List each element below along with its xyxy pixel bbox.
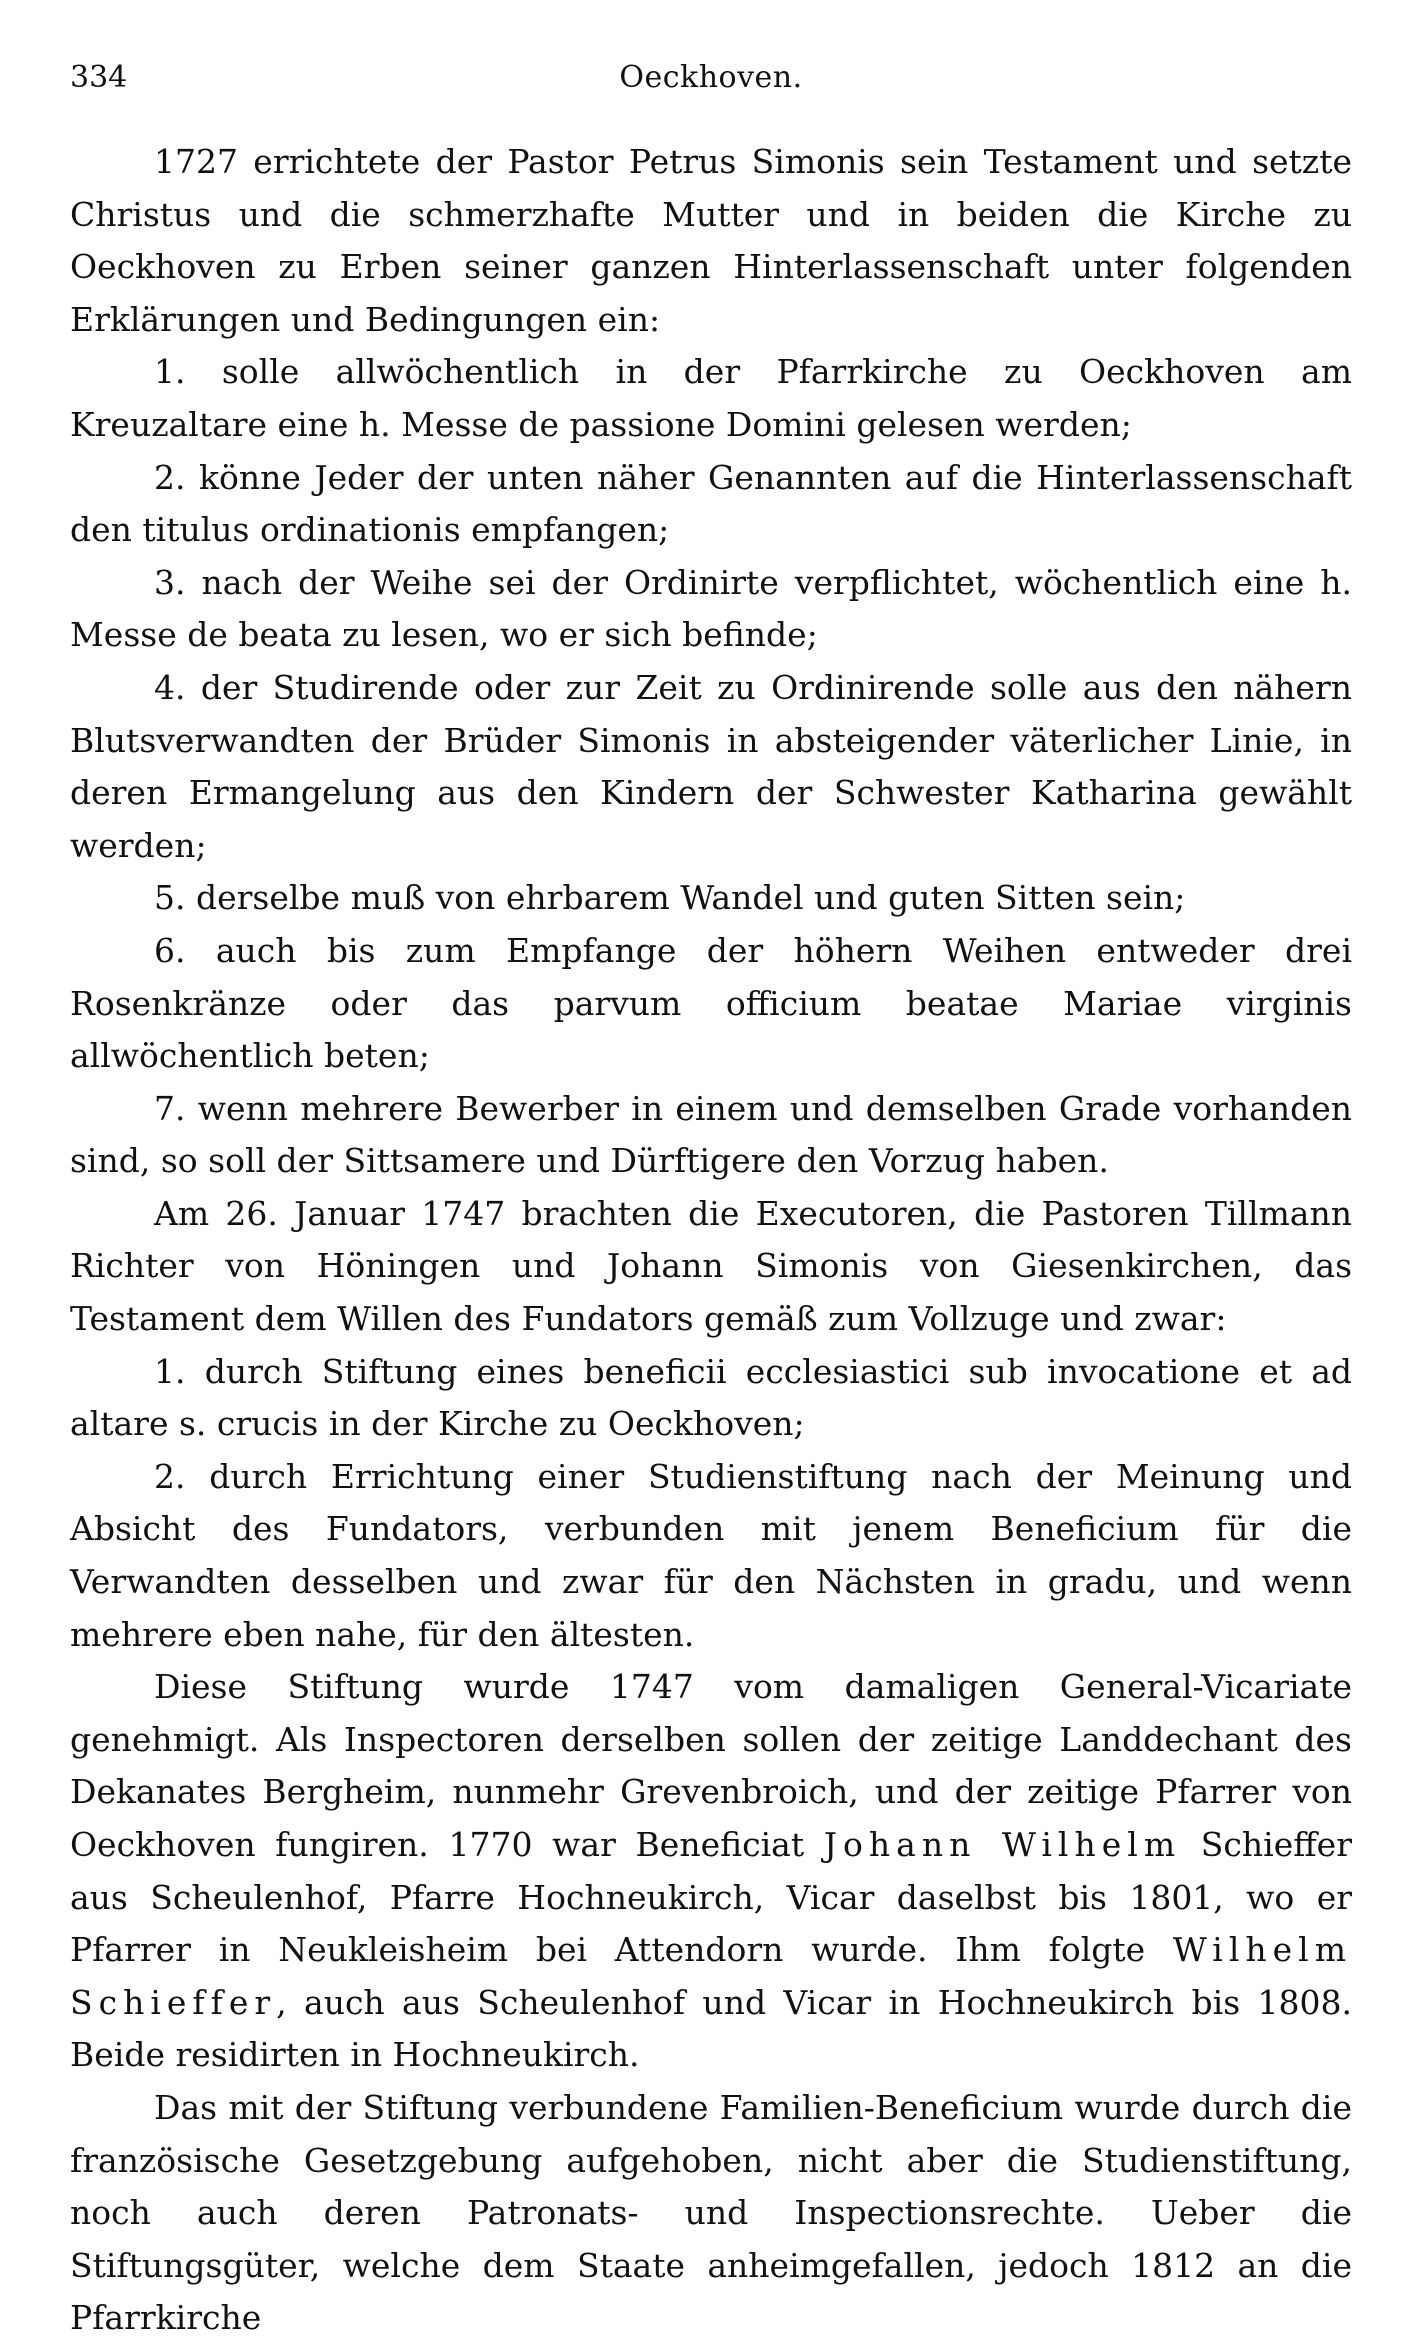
name-johann-wilhelm: Johann Wilhelm xyxy=(823,1825,1182,1864)
approval-text-end: , auch aus Scheulenhof und Vicar in Hochneukirch bis 1808. Beide residirten in Hochneukirch. xyxy=(70,1982,1352,2075)
condition-4: 4. der Studirende oder zur Zeit zu Ordinirende solle aus den nähern Blutsverwandten der Brüder Simonis in absteigender väterlicher Linie, in deren Ermangelung aus den Kindern der Schwester Katharina gewählt werden; xyxy=(70,667,1352,865)
page-number: 334 xyxy=(70,60,128,95)
condition-5: 5. derselbe muß von ehrbarem Wandel und guten Sitten sein; xyxy=(154,878,1186,918)
running-title: Oeckhoven. xyxy=(619,60,803,95)
condition-7: 7. wenn mehrere Bewerber in einem und demselben Grade vorhanden sind, so soll der Sittsamere und Dürftigere den Vorzug haben. xyxy=(70,1088,1352,1181)
approval-text-middle: Schieffer aus Scheulenhof, Pfarre Hochneukirch, Vicar daselbst bis 1801, wo er Pfarrer in Neukleisheim bei Attendorn wurde. Ihm folgte xyxy=(70,1825,1352,1970)
condition-2: 2. könne Jeder der unten näher Genannten auf die Hinterlassenschaft den titulus ordinationis empfangen; xyxy=(70,457,1352,550)
book-page xyxy=(70,40,1352,2338)
approval-text-start: Diese Stiftung wurde 1747 vom damaligen General-Vicariate genehmigt. Als Inspectoren derselben sollen der zeitige Landdechant des Dekanates Bergheim, nunmehr Grevenbroich, und der zeitige Pfarrer von Oeckhoven fungiren. 1770 war Beneficiat xyxy=(70,1667,1352,1864)
name-wilhelm-schieffer: Wilhelm Schieffer xyxy=(70,1930,1352,2022)
execution-1: 1. durch Stiftung eines beneficii ecclesiastici sub invocatione et ad altare s. crucis in der Kirche zu Oeckhoven; xyxy=(70,1351,1352,1444)
page-header xyxy=(70,40,1352,100)
execution-2: 2. durch Errichtung einer Studienstiftung nach der Meinung und Absicht des Fundators, verbunden mit jenem Beneficium für die Verwandten desselben und zwar für den Nächsten in gradu, und wenn mehrere eben nahe, für den ältesten. xyxy=(70,1456,1352,1654)
condition-3: 3. nach der Weihe sei der Ordinirte verpflichtet, wöchentlich eine h. Messe de beata zu lesen, wo er sich befinde; xyxy=(70,562,1352,655)
condition-6: 6. auch bis zum Empfange der höhern Weihen entweder drei Rosenkränze oder das parvum officium beatae Mariae virginis allwöchentlich beten; xyxy=(70,930,1352,1076)
paragraph-testament: 1727 errichtete der Pastor Petrus Simonis sein Testament und setzte Christus und die schmerzhafte Mutter und in beiden die Kirche zu Oeckhoven zu Erben seiner ganzen Hinterlassenschaft unter folgenden Erklärungen und Bedingungen ein: xyxy=(70,142,1352,339)
paragraph-family-beneficium: Das mit der Stiftung verbundene Familien-Beneficium wurde durch die französische Gesetzgebung aufgehoben, nicht aber die Studienstiftung, noch auch deren Patronats- und Inspectionsrechte. Ueber die Stiftungsgüter, welche dem Staate anheimgefallen, jedoch 1812 an die Pfarrkirche xyxy=(70,2087,1352,2338)
paragraph-executors: Am 26. Januar 1747 brachten die Executoren, die Pastoren Tillmann Richter von Höningen und Johann Simonis von Giesenkirchen, das Testament dem Willen des Fundators gemäß zum Vollzuge und zwar: xyxy=(70,1193,1352,1339)
condition-1: 1. solle allwöchentlich in der Pfarrkirche zu Oeckhoven am Kreuzaltare eine h. Messe de passione Domini gelesen werden; xyxy=(70,352,1352,444)
body-text xyxy=(70,136,1352,2345)
paragraph-approval xyxy=(70,1661,1352,2082)
